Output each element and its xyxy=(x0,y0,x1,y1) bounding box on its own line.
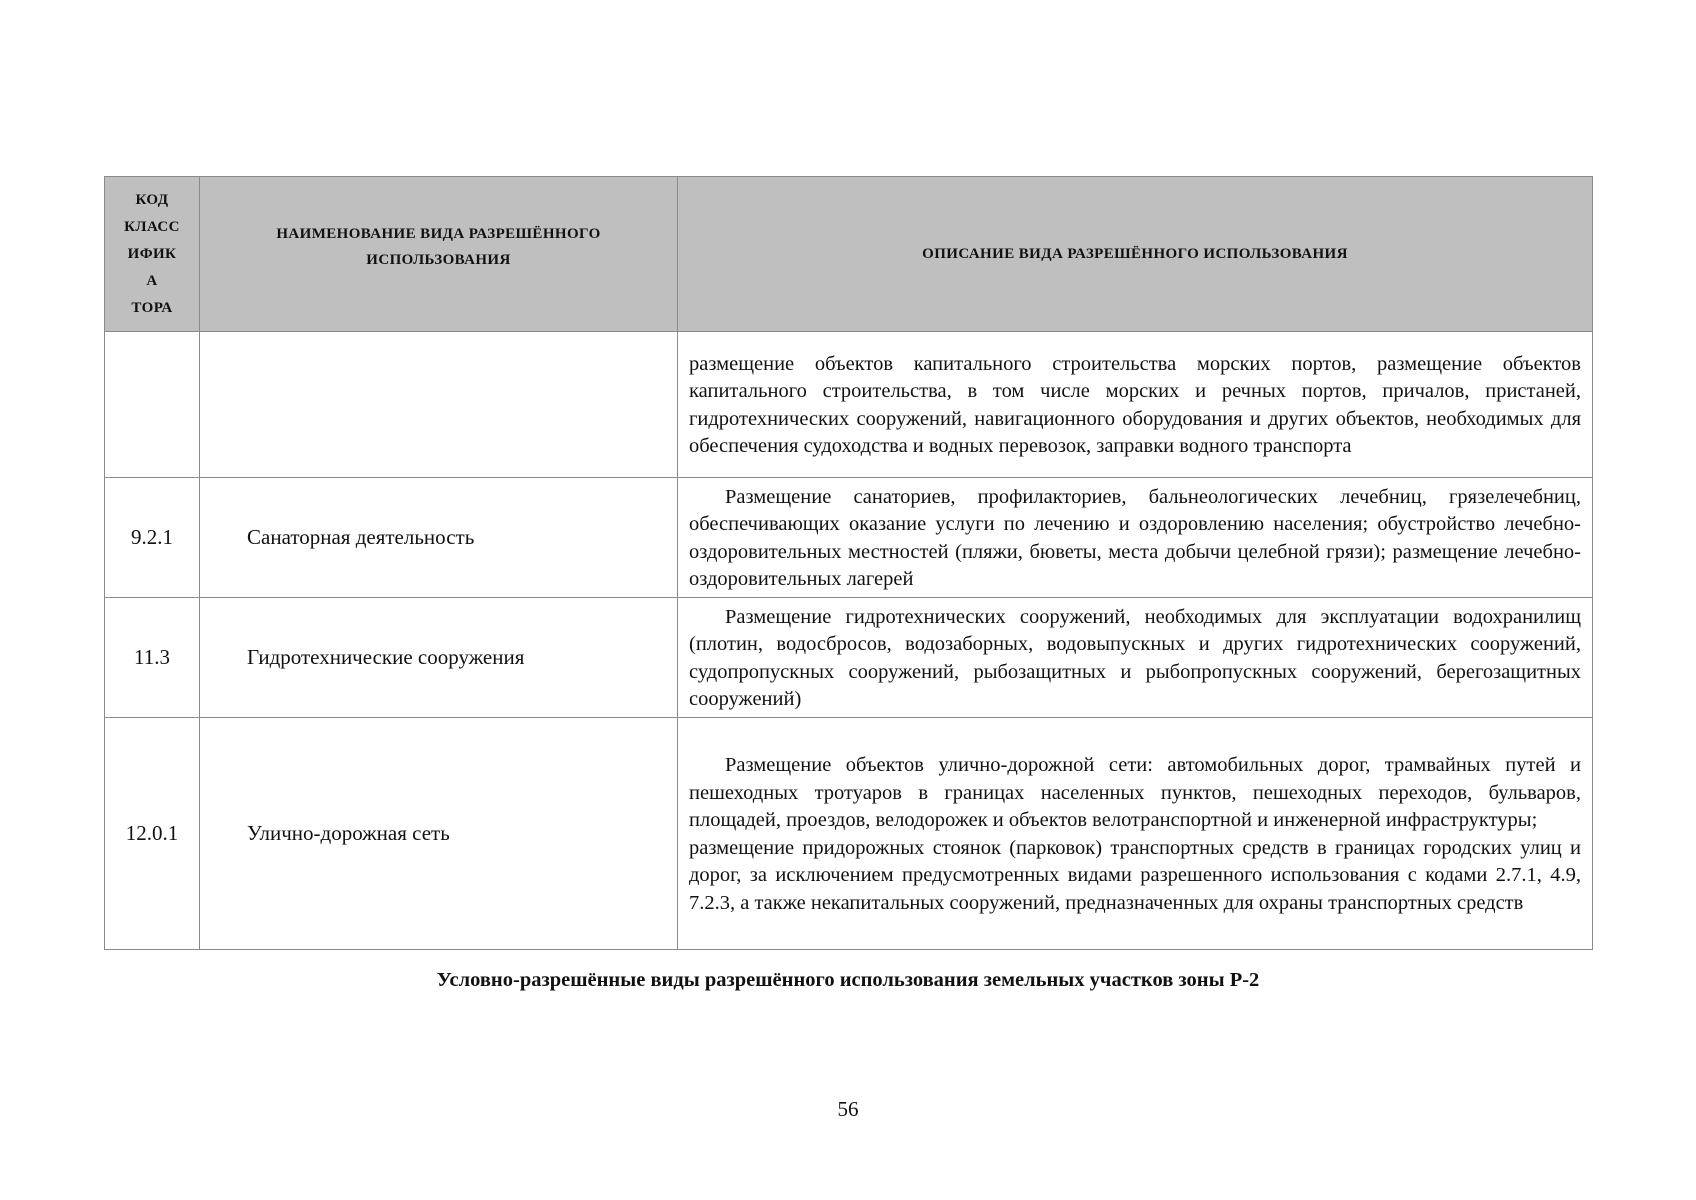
row-name xyxy=(200,332,678,478)
table-row xyxy=(105,718,1593,950)
page-number: 56 xyxy=(837,1097,859,1121)
header-description: ОПИСАНИЕ ВИДА РАЗРЕШЁННОГО ИСПОЛЬЗОВАНИЯ xyxy=(678,177,1593,332)
table-row xyxy=(105,332,1593,478)
row-description xyxy=(678,718,1593,950)
row-name: Санаторная деятельность xyxy=(200,478,678,598)
header-name-line: НАИМЕНОВАНИЕ ВИДА РАЗРЕШЁННОГО xyxy=(276,226,601,242)
row-description-paragraph: Размещение объектов улично-дорожной сети: автомобильных дорог, трамвайных путей и пешеходных тротуаров в границах населенных пунктов, пешеходных переходов, бульваров, площадей, проездов, велодорожек и объектов велотранспортной и инженерной инфраструктуры; xyxy=(689,754,1581,831)
row-code: 11.3 xyxy=(105,598,200,718)
row-name: Гидротехнические сооружения xyxy=(200,598,678,718)
table-header-row xyxy=(105,177,1593,332)
row-description-paragraph: размещение придорожных стоянок (парковок) транспортных средств в границах городских улиц и дорог, за исключением предусмотренных видами разрешенного использования с кодами 2.7.1, 4.9, 7.2.3, а также некапитальных сооружений, предназначенных для охраны транспортных средств xyxy=(689,836,1581,914)
row-description xyxy=(678,332,1593,478)
row-name: Улично-дорожная сеть xyxy=(200,718,678,950)
table-row xyxy=(105,478,1593,598)
header-code xyxy=(105,177,200,332)
header-name xyxy=(200,177,678,332)
section-heading: Условно-разрешённые виды разрешённого использования земельных участков зоны Р-2 xyxy=(436,969,1260,991)
table-row xyxy=(105,598,1593,718)
row-code: 9.2.1 xyxy=(105,478,200,598)
header-code-line: КОД xyxy=(135,191,169,208)
header-code-line: КЛАСС xyxy=(124,218,180,235)
row-description xyxy=(678,478,1593,598)
header-code-line: ИФИК xyxy=(127,245,177,262)
header-code-line: А xyxy=(146,272,158,289)
row-description-paragraph: Размещение гидротехнических сооружений, необходимых для эксплуатации водохранилищ (плотин, водосбросов, водозаборных, водовыпускных и других гидротехнических сооружений, судопропускных сооружений, рыбозащитных и рыбопропускных сооружений, берегозащитных сооружений) xyxy=(689,605,1581,710)
row-code xyxy=(105,332,200,478)
land-use-table xyxy=(104,176,1593,950)
row-description-paragraph: Размещение санаториев, профилакториев, бальнеологических лечебниц, грязелечебниц, обеспечивающих оказание услуги по лечению и оздоровлению населения; обустройство лечебно-оздоровительных местностей (пляжи, бюветы, места добычи целебной грязи); размещение лечебно-оздоровительных лагерей xyxy=(689,485,1581,590)
row-description xyxy=(678,598,1593,718)
header-name-line: ИСПОЛЬЗОВАНИЯ xyxy=(366,252,511,268)
row-code: 12.0.1 xyxy=(105,718,200,950)
row-description-paragraph: размещение объектов капитального строительства морских портов, размещение объектов капитального строительства, в том числе морских и речных портов, причалов, пристаней, гидротехнических сооружений, навигационного оборудования и других объектов, необходимых для обеспечения судоходства и водных перевозок, заправки водного транспорта xyxy=(689,352,1581,457)
header-code-line: ТОРА xyxy=(131,299,173,316)
